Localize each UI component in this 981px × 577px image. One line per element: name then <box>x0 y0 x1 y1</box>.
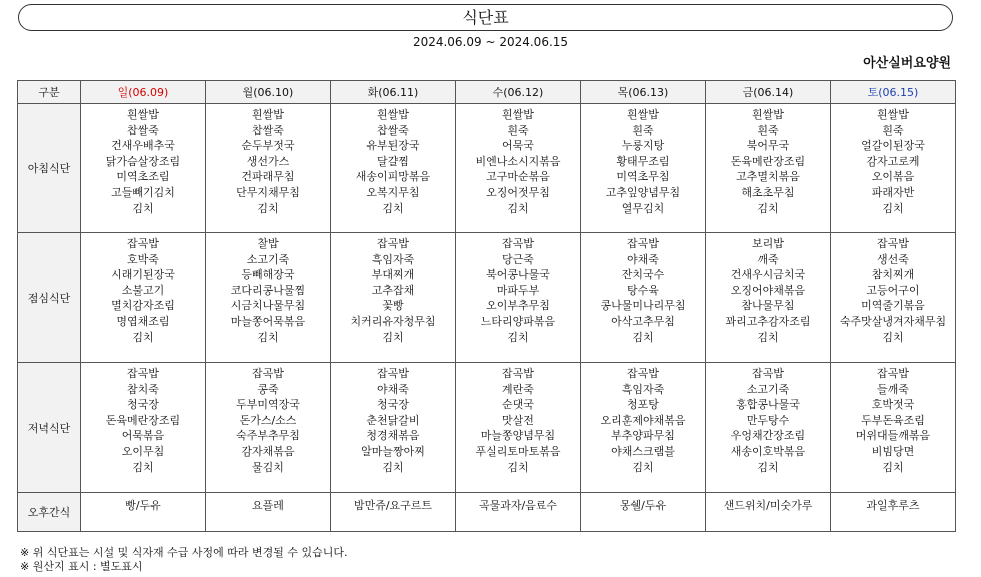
meal-cell <box>706 363 831 493</box>
menu-item: 등빼해장국 <box>241 268 295 282</box>
menu-item: 흑임자죽 <box>621 382 665 396</box>
menu-item: 건파래무침 <box>241 170 295 184</box>
menu-item: 잡곡밥 <box>127 237 159 250</box>
menu-item: 오리훈제야채볶음 <box>600 413 686 427</box>
menu-item: 김치 <box>632 460 654 474</box>
meal-cell <box>581 104 706 233</box>
menu-item: 소고기죽 <box>746 382 790 396</box>
menu-item: 코다리콩나물찜 <box>230 283 306 297</box>
menu-period: 2024.06.09 ~ 2024.06.15 <box>412 35 569 49</box>
menu-item: 흑임자죽 <box>371 252 415 266</box>
menu-item: 춘천닭갈비 <box>366 413 420 427</box>
menu-item: 감자고로케 <box>866 154 920 168</box>
snack-cell: 과일후루츠 <box>831 493 956 532</box>
menu-item: 오이무침 <box>121 444 165 458</box>
menu-item: 잡곡밥 <box>502 367 534 380</box>
menu-item: 김치 <box>382 201 404 215</box>
menu-item: 흰쌀밥 <box>252 108 284 121</box>
menu-item: 김치 <box>382 330 404 344</box>
menu-item: 야채스크램블 <box>611 444 675 458</box>
menu-item: 청국장 <box>377 398 409 412</box>
menu-item: 숙주부추무침 <box>236 429 300 443</box>
snack-cell: 몽쉘/두유 <box>581 493 706 532</box>
menu-item: 야채죽 <box>627 252 659 266</box>
day-header: 수(06.12) <box>456 81 581 104</box>
menu-item: 오징어야채볶음 <box>730 283 806 297</box>
meal-label: 아침식단 <box>18 104 81 233</box>
menu-item: 김치 <box>507 330 529 344</box>
menu-item: 유부된장국 <box>366 139 420 153</box>
meal-cell <box>706 233 831 363</box>
menu-item: 김치 <box>507 201 529 215</box>
menu-item: 명엽채조림 <box>116 314 170 328</box>
menu-item: 돈가스/소스 <box>239 413 297 427</box>
menu-item: 돈육메란장조림 <box>105 413 181 427</box>
menu-item: 북어콩나물국 <box>486 268 550 282</box>
menu-item: 찹쌀죽 <box>127 123 159 137</box>
menu-item: 비빔당면 <box>871 444 915 458</box>
meal-label: 점심식단 <box>18 233 81 363</box>
menu-item: 김치 <box>882 460 904 474</box>
meal-cell <box>456 363 581 493</box>
menu-item: 호박죽 <box>127 252 159 266</box>
menu-table <box>17 80 956 532</box>
menu-item: 흰쌀밥 <box>627 108 659 121</box>
menu-item: 흰죽 <box>507 123 529 137</box>
menu-item: 김치 <box>882 330 904 344</box>
menu-item: 돈육메란장조림 <box>730 154 806 168</box>
meal-cell <box>81 233 206 363</box>
menu-item: 누룽지탕 <box>621 139 665 153</box>
menu-item: 순댓국 <box>502 398 534 412</box>
menu-item: 잡곡밥 <box>627 367 659 380</box>
snack-cell: 샌드위치/미숫가루 <box>706 493 831 532</box>
menu-item: 미역초무침 <box>616 170 670 184</box>
snack-cell: 밤만쥬/요구르트 <box>331 493 456 532</box>
menu-item: 고추잎양념무침 <box>605 185 681 199</box>
snack-cell: 곡물과자/음료수 <box>456 493 581 532</box>
menu-item: 청국장 <box>127 398 159 412</box>
day-header: 목(06.13) <box>581 81 706 104</box>
menu-item: 보리밥 <box>752 237 784 250</box>
notes <box>20 546 347 574</box>
menu-item: 찰밥 <box>257 237 279 250</box>
menu-item: 잡곡밥 <box>252 367 284 380</box>
menu-item: 들깨죽 <box>877 382 909 396</box>
menu-item: 알마늘짱아찌 <box>361 444 425 458</box>
menu-item: 숙주맛살냉겨자채무침 <box>839 314 947 328</box>
menu-item: 흰쌀밥 <box>127 108 159 121</box>
day-header: 화(06.11) <box>331 81 456 104</box>
menu-item: 푸실리토마토볶음 <box>475 444 561 458</box>
menu-item: 순두부젓국 <box>241 139 295 153</box>
day-header: 일(06.09) <box>81 81 206 104</box>
meal-cell <box>206 104 331 233</box>
menu-item: 단무지채무침 <box>236 185 300 199</box>
menu-item: 황태무조림 <box>616 154 670 168</box>
menu-item: 소불고기 <box>121 283 165 297</box>
meal-cell <box>581 363 706 493</box>
menu-item: 새송이호박볶음 <box>730 444 806 458</box>
menu-item: 당근죽 <box>502 252 534 266</box>
menu-item: 부대찌개 <box>371 268 415 282</box>
day-header: 월(06.10) <box>206 81 331 104</box>
meal-cell <box>456 233 581 363</box>
menu-item: 고등어구이 <box>866 283 920 297</box>
menu-item: 김치 <box>757 330 779 344</box>
menu-item: 잡곡밥 <box>752 367 784 380</box>
meal-cell <box>581 233 706 363</box>
menu-item: 마늘쫑양념무침 <box>480 429 556 443</box>
menu-item: 탕수육 <box>627 283 659 297</box>
menu-item: 열무김치 <box>621 201 665 215</box>
menu-item: 김치 <box>757 201 779 215</box>
menu-item: 소고기죽 <box>246 252 290 266</box>
menu-item: 잡곡밥 <box>377 367 409 380</box>
menu-item: 홍합콩나물국 <box>736 398 800 412</box>
menu-item: 호박젓국 <box>871 398 915 412</box>
meal-row <box>18 363 956 493</box>
menu-item: 김치 <box>882 201 904 215</box>
meal-cell <box>81 104 206 233</box>
menu-item: 참치죽 <box>127 382 159 396</box>
day-header: 금(06.14) <box>706 81 831 104</box>
meal-cell <box>81 363 206 493</box>
menu-item: 오이볶음 <box>871 170 915 184</box>
menu-item: 김치 <box>632 330 654 344</box>
menu-item: 잡곡밥 <box>877 237 909 250</box>
menu-item: 생선가스 <box>246 154 290 168</box>
menu-item: 미역줄기볶음 <box>861 299 925 313</box>
menu-item: 잡곡밥 <box>127 367 159 380</box>
snack-label: 오후간식 <box>18 493 81 532</box>
menu-item: 김치 <box>507 460 529 474</box>
note-line: ※ 원산지 표시 : 별도표시 <box>20 560 143 573</box>
menu-item: 잡곡밥 <box>627 237 659 250</box>
menu-item: 찹쌀죽 <box>252 123 284 137</box>
menu-item: 느타리양파볶음 <box>480 314 556 328</box>
meal-cell <box>831 363 956 493</box>
menu-item: 깨죽 <box>757 252 779 266</box>
menu-item: 고추멸치볶음 <box>736 170 800 184</box>
meal-cell <box>331 233 456 363</box>
meal-cell <box>206 233 331 363</box>
menu-item: 오복지무침 <box>366 185 420 199</box>
menu-item: 마파두부 <box>496 283 540 297</box>
menu-item: 오이부추무침 <box>486 299 550 313</box>
menu-item: 고들빼기김치 <box>111 185 175 199</box>
meal-cell <box>706 104 831 233</box>
menu-item: 오징어젓무침 <box>486 185 550 199</box>
menu-item: 찹쌀죽 <box>377 123 409 137</box>
menu-item: 건새우배추국 <box>111 139 175 153</box>
menu-item: 우엉채간장조림 <box>730 429 806 443</box>
note-line: ※ 위 식단표는 시설 및 식자재 수급 사정에 따라 변경될 수 있습니다. <box>20 546 348 559</box>
menu-item: 어묵볶음 <box>121 429 165 443</box>
menu-item: 김치 <box>257 201 279 215</box>
menu-item: 치커리유자청무침 <box>350 314 436 328</box>
menu-item: 참치찌개 <box>871 268 915 282</box>
menu-item: 건새우시금치국 <box>730 268 806 282</box>
menu-item: 닭가슴살장조림 <box>105 154 181 168</box>
meal-cell <box>331 104 456 233</box>
meal-cell <box>831 233 956 363</box>
menu-item: 잔치국수 <box>621 268 665 282</box>
snack-cell: 빵/두유 <box>81 493 206 532</box>
menu-item: 미역초조림 <box>116 170 170 184</box>
menu-item: 청경채볶음 <box>366 429 420 443</box>
menu-item: 얼갈이된장국 <box>861 139 925 153</box>
meal-row <box>18 233 956 363</box>
menu-item: 어묵국 <box>502 139 534 153</box>
menu-item: 달걀찜 <box>377 154 409 168</box>
menu-item: 흰죽 <box>632 123 654 137</box>
menu-item: 꽈리고추감자조림 <box>725 314 811 328</box>
menu-title: 식단표 <box>18 4 953 31</box>
menu-item: 흰쌀밥 <box>377 108 409 121</box>
menu-item: 야채죽 <box>377 382 409 396</box>
menu-item: 잡곡밥 <box>377 237 409 250</box>
menu-item: 만두탕수 <box>746 413 790 427</box>
menu-item: 파래자반 <box>871 185 915 199</box>
menu-item: 꽃빵 <box>382 299 404 313</box>
menu-item: 맛살전 <box>502 413 534 427</box>
menu-item: 아삭고추무침 <box>611 314 675 328</box>
header-label: 구분 <box>18 81 81 104</box>
menu-item: 마늘쫑어묵볶음 <box>230 314 306 328</box>
menu-item: 새송이피망볶음 <box>355 170 431 184</box>
menu-item: 물김치 <box>252 460 284 474</box>
menu-item: 흰쌀밥 <box>502 108 534 121</box>
menu-item: 머위대들깨볶음 <box>855 429 931 443</box>
menu-item: 계란죽 <box>502 382 534 396</box>
menu-item: 시금치나물무침 <box>230 299 306 313</box>
meal-cell <box>456 104 581 233</box>
menu-item: 잡곡밥 <box>877 367 909 380</box>
menu-item: 두부돈육조림 <box>861 413 925 427</box>
meal-cell <box>206 363 331 493</box>
meal-row <box>18 104 956 233</box>
menu-item: 청포탕 <box>627 398 659 412</box>
menu-item: 흰죽 <box>882 123 904 137</box>
menu-item: 멸치감자조림 <box>111 299 175 313</box>
snack-row <box>18 493 956 532</box>
menu-item: 비엔나소시지볶음 <box>475 154 561 168</box>
menu-item: 생선죽 <box>877 252 909 266</box>
menu-item: 고구마순볶음 <box>486 170 550 184</box>
menu-item: 잡곡밥 <box>502 237 534 250</box>
menu-item: 감자채볶음 <box>241 444 295 458</box>
snack-cell: 요플레 <box>206 493 331 532</box>
menu-item: 흰쌀밥 <box>877 108 909 121</box>
header-row <box>18 81 956 104</box>
menu-item: 김치 <box>132 460 154 474</box>
menu-item: 김치 <box>257 330 279 344</box>
day-header: 토(06.15) <box>831 81 956 104</box>
menu-item: 시래기된장국 <box>111 268 175 282</box>
menu-item: 해초초무침 <box>741 185 795 199</box>
menu-item: 김치 <box>132 201 154 215</box>
meal-cell <box>331 363 456 493</box>
menu-item: 흰쌀밥 <box>752 108 784 121</box>
menu-item: 흰죽 <box>757 123 779 137</box>
meal-label: 저녁식단 <box>18 363 81 493</box>
menu-item: 콩죽 <box>257 382 279 396</box>
menu-item: 부추양파무침 <box>611 429 675 443</box>
meal-cell <box>831 104 956 233</box>
menu-item: 콩나물미나리무침 <box>600 299 686 313</box>
menu-item: 김치 <box>757 460 779 474</box>
menu-item: 고추잡채 <box>371 283 415 297</box>
facility-name: 아산실버요양원 <box>863 56 951 71</box>
menu-item: 두부미역장국 <box>236 398 300 412</box>
menu-item: 참나물무침 <box>741 299 795 313</box>
menu-item: 김치 <box>382 460 404 474</box>
menu-item: 북어무국 <box>746 139 790 153</box>
menu-item: 김치 <box>132 330 154 344</box>
